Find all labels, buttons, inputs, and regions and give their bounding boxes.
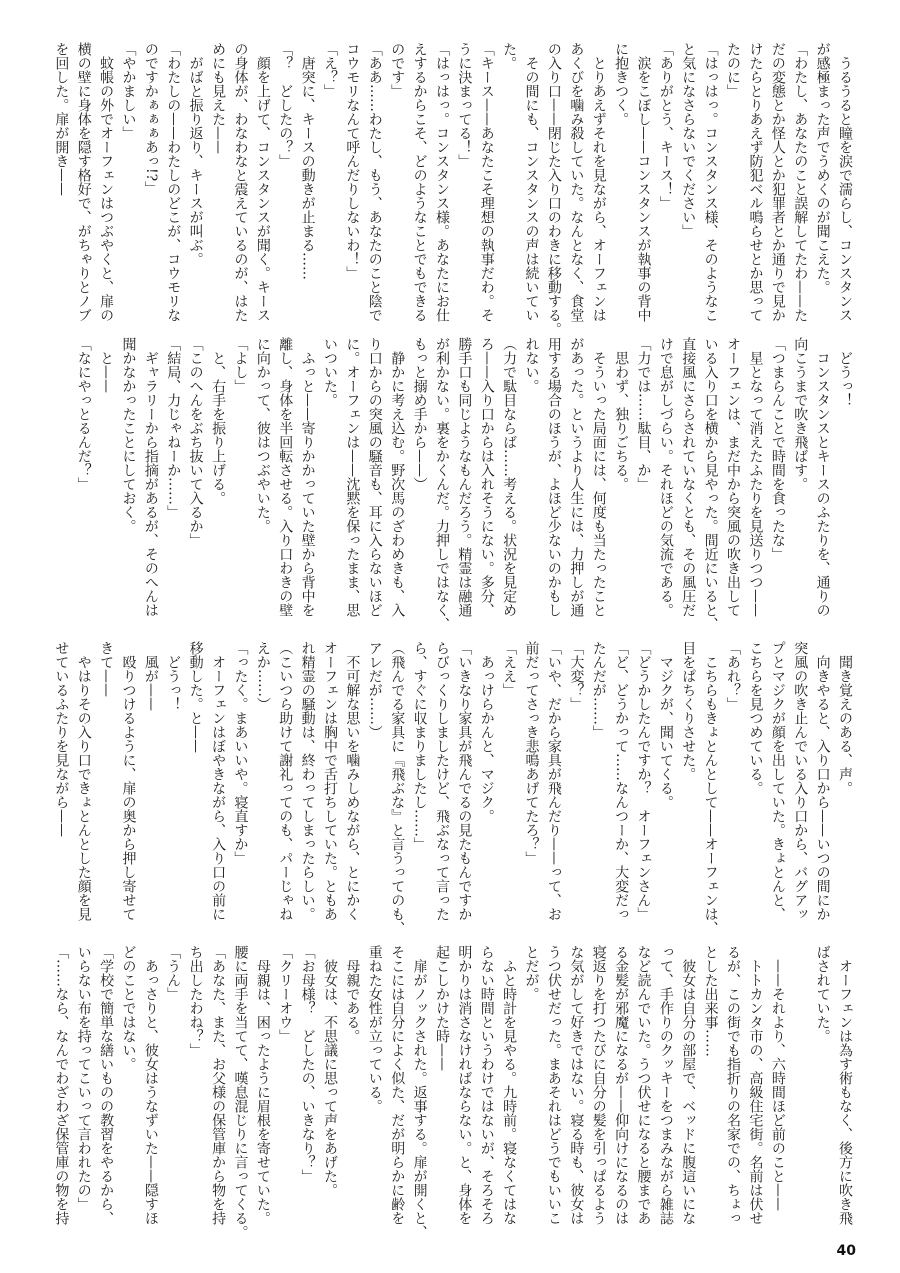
text-line: オーフェンは為す術もなく、後方に吹き飛 (837, 945, 853, 1225)
text-line: うるうると瞳を涙で濡らし、コンスタンス (837, 42, 853, 322)
text-line: らびっくりしましたけど、飛ぶなって言った (433, 641, 450, 921)
text-line: 「お母様？ どしたの、いきなり？」 (299, 945, 316, 1183)
text-line: ふと時計を見やる。九時前。寝なくてはな (501, 945, 518, 1225)
text-line: 「わたしの——わたしのどこが、コウモリな (165, 42, 182, 322)
text-line: 向こうまで吹き飛ばす。 (792, 337, 809, 491)
text-line: もっと搦め手から——） (411, 337, 428, 491)
text-line: 「このへんをぶち抜いて入るか」 (187, 337, 204, 547)
text-line: が感極まった声でうめくのが聞こえた。 (814, 42, 831, 294)
text-line: れ精霊の騒動は、終わってしまったらしい。 (299, 641, 316, 921)
text-line: 「うん」 (165, 945, 182, 1001)
text-line: 蚊帳の外でオーフェンはつぶやくと、扉の (98, 42, 115, 322)
text-line: 「学校で簡単な繕いものの教習をやるから、 (98, 945, 115, 1225)
text-line: 聞き覚えのある、声。 (837, 641, 853, 795)
text-line: オーフェンは胸中で舌打ちしていた。ともあ (322, 641, 339, 921)
text-line: 移動した。と—— (187, 641, 204, 753)
text-tier-3 (50, 641, 856, 935)
text-line: があった。というより人生には、力押しが通 (568, 337, 585, 617)
text-line: こちらもきょとんとして——オーフェンは、 (702, 641, 719, 935)
text-line: けで息がしづらい。それほどの気流である。 (657, 337, 674, 617)
text-line: に。オーフェンは——沈黙を保ったまま、思 (344, 337, 361, 617)
text-line: やはりその入り口できょとんとした顔を見 (75, 641, 92, 921)
text-line: どうっ！ (165, 641, 182, 711)
text-line: 「ったく。まあいいや。寝直すか」 (232, 641, 249, 865)
text-line: 「結局、力じゃねーか……」 (165, 337, 182, 519)
text-line: えするからこそ、どのようなことでもできる (411, 42, 428, 322)
text-line: 腰に両手を当てて、嘆息混じりに言ってくる。 (232, 945, 249, 1239)
text-line: どうっ！ (837, 337, 853, 407)
text-line: 前だってさっき悲鳴あげてたろ？」 (523, 641, 540, 865)
text-line: 殴りつけるように、扉の奥から押し寄せて (120, 641, 137, 921)
text-line: アレだが……） (366, 641, 383, 739)
text-line: たのに」 (725, 42, 742, 98)
text-line: 「いや、だから家具が飛んだり——って、お (545, 641, 562, 921)
text-line: 「？ どしたの？」 (277, 42, 294, 168)
text-line: 「よし」 (232, 337, 249, 393)
text-line: 「はっはっ。コンスタンス様、そのようなこ (702, 42, 719, 322)
text-line: と、右手を振り上げる。 (210, 337, 227, 505)
text-line: 聞かなかったことにしておく。 (120, 337, 137, 533)
text-line: 「……なら、なんでわざわざ保管庫の物を持 (53, 945, 70, 1225)
text-line: コンスタンスとキースのふたりを、通りの (814, 337, 831, 617)
text-line: の身体が、わなわなと震えているのが、はた (232, 42, 249, 322)
text-line: こちらを見つめている。 (747, 641, 764, 795)
text-line: 寝返りを打つたびに自分の髪を引っぱるよう (590, 945, 607, 1225)
text-line: を回した。扉が開き—— (53, 42, 70, 196)
text-line: 彼女は自分の部屋で、ベッドに腹這いにな (680, 945, 697, 1225)
text-line: 母親は、困ったように眉根を寄せていた。 (254, 945, 271, 1225)
text-line: 起こしかけた時—— (433, 945, 450, 1071)
text-line: 「クリーオウ」 (277, 945, 294, 1043)
text-line: とりあえずそれを見ながら、オーフェンは (590, 42, 607, 322)
text-line: めにも見えた—— (210, 42, 227, 154)
text-line: 思わず、独りごちる。 (613, 337, 630, 491)
text-line: あっけらかんと、マジク。 (478, 641, 495, 823)
text-line: の入り口——閉じた入り口のわきに移動する。 (545, 42, 562, 336)
text-line: そういった局面には、何度も当たったこと (590, 337, 607, 617)
text-line: 目をぱちくりさせた。 (680, 641, 697, 781)
text-line: うに決まってる！」 (456, 42, 473, 168)
text-line: いる入り口を横から見やった。間近にいると、 (702, 337, 719, 631)
text-line: 「つまらんことで時間を食ったな」 (769, 337, 786, 561)
text-line: な気がして好きではない。寝る時も、彼女は (568, 945, 585, 1225)
text-line: マジクが、聞いてくる。 (657, 641, 674, 809)
text-line: のです」 (389, 42, 406, 98)
text-line: （力で駄目ならば……考える。状況を見定め (501, 337, 518, 617)
text-line: 横の壁に身体を隠す格好で、がちゃりとノブ (75, 42, 92, 322)
text-line: がばと振り返り、キースが叫ぶ。 (187, 42, 204, 266)
text-line: 「いきなり家具が飛んでるの見たもんですか (456, 641, 473, 921)
text-line: どのことではない。 (120, 945, 137, 1071)
text-line: 「どうかしたんですか？ オーフェンさん」 (635, 641, 652, 921)
text-line: 「大変？」 (568, 641, 585, 711)
text-line: いついた。 (322, 337, 339, 407)
text-line: 「ど、どうかって……なんつーか、大変だっ (613, 641, 630, 921)
text-line: が利かない。裏をかくんだ。力押しではなく、 (433, 337, 450, 631)
text-line: うつ伏せだった。まあそれはどうでもいいこ (545, 945, 562, 1225)
text-line: 離し、身体を半回転させる。入り口わきの壁 (277, 337, 294, 617)
text-line: とだが。 (523, 945, 540, 1001)
text-line: ギャラリーから指摘があるが、そのへんは (142, 337, 159, 617)
text-line: いらない布を持ってこいって言われたの」 (75, 945, 92, 1211)
text-line: 涙をこぼし——コンスタンスが執事の背中 (635, 42, 652, 322)
text-line: コウモリなんて呼んだりしないわ！」 (344, 42, 361, 280)
text-line: えか……） (254, 641, 271, 711)
text-line: ら、すぐに収まりましたし……」 (411, 641, 428, 851)
text-tier-2 (72, 337, 856, 631)
text-line: 不可解な思いを噛みしめながら、とにかく (344, 641, 361, 921)
text-line: きて—— (98, 641, 115, 697)
text-line: と—— (98, 337, 115, 393)
text-line: ろ——入り口からは入れそうにない。多分、 (478, 337, 495, 617)
text-line: （こいつら助けて謝礼ってのも、パーじゃね (277, 641, 294, 921)
text-line: 突風の吹き止んでいる入り口から、バグアッ (792, 641, 809, 921)
text-line: るが、この街でも指折りの名家での、ちょっ (725, 945, 742, 1225)
text-line: 「ああ……わたし、もう、あなたのこと陰で (366, 42, 383, 322)
text-line: 重ねた女性が立っている。 (366, 945, 383, 1113)
text-line: （飛んでる家具に『飛ぶな』と言うってのも、 (389, 641, 406, 935)
text-line: 「なにやっとるんだ？」 (75, 337, 92, 491)
text-line: 静かに考え込む。野次馬のざわめきも、入 (389, 337, 406, 617)
text-line: ばされていた。 (814, 945, 831, 1043)
text-line: 直接風にさらされていなくとも、その風圧だ (680, 337, 697, 617)
text-line: 星となって消えたふたりを見送りつつ—— (747, 337, 764, 617)
text-line: その間にも、コンスタンスの声は続いてい (523, 42, 540, 322)
text-line: 母親である。 (344, 945, 361, 1043)
text-line: 風が—— (142, 641, 159, 711)
scene-break-line: ——それより、六時間ほど前のこと—— (769, 945, 786, 1211)
text-line: あっさりと、彼女はうなずいた——隠すほ (142, 945, 159, 1225)
text-line: そこには自分によく似た、だが明らかに齢を (389, 945, 406, 1225)
text-line: 「ありがとう、キース！」 (657, 42, 674, 210)
text-line: に向かって、彼はつぶやいた。 (254, 337, 271, 533)
text-line: た。 (501, 42, 518, 70)
text-line: プとマジクが顔を出していた。きょとんと、 (769, 641, 786, 921)
text-line: 「キース——あなたこそ理想の執事だわ。そ (478, 42, 495, 322)
text-line: など読んでいた。うつ伏せになると腰まであ (635, 945, 652, 1225)
blank-line (789, 945, 811, 1227)
text-line: ふっと——寄りかかっていた壁から背中を (299, 337, 316, 617)
text-line: たんだが……」 (590, 641, 607, 739)
text-line: オーフェンは、まだ中から突風の吹き出して (725, 337, 742, 617)
text-line: のですかぁぁぁあっ!?」 (142, 42, 159, 196)
text-line: けたらとりあえず防犯ベル鳴らせとか思って (747, 42, 764, 322)
text-line: れない。 (523, 337, 540, 393)
text-line: オーフェンはぼやきながら、入り口の前に (210, 641, 227, 921)
text-line: と気になさらないでください」 (680, 42, 697, 238)
text-line: 「あれ？」 (725, 641, 742, 711)
text-line: 唐突に、キースの動きが止まる…… (299, 42, 316, 280)
text-line: だの変態とか怪人とか犯罪者とか通りで見か (769, 42, 786, 322)
text-line: 勝手口も同じようなもんだろう。精霊は融通 (456, 337, 473, 617)
text-line: あくびを噛み殺していた。なんとなく、食堂 (568, 42, 585, 322)
text-line: り口からの突風の騒音も、耳に入らないほど (366, 337, 383, 617)
text-tier-4 (50, 945, 856, 1239)
text-line: に抱きつく。 (613, 42, 630, 126)
page-number: 40 (836, 1243, 856, 1259)
text-line: 「あなた、また、お父様の保管庫から物を持 (210, 945, 227, 1225)
text-line: トトカンタ市の、高級住宅街。名前は伏せ (747, 945, 764, 1225)
text-line: る金髪が邪魔になるが——仰向けになるのは (613, 945, 630, 1225)
text-line: って、手作りのクッキーをつまみながら雑誌 (657, 945, 674, 1225)
text-line: せているふたりを見ながら—— (53, 641, 70, 837)
text-line: 「ええ」 (501, 641, 518, 697)
text-tier-1 (50, 42, 856, 336)
text-line: 彼女は、不思議に思って声をあげた。 (322, 945, 339, 1197)
text-line: 「やかましい」 (120, 42, 137, 140)
text-line: 「はっはっ。コンスタンス様。あなたにお仕 (433, 42, 450, 322)
text-line: らない時間というわけではないが、そろそろ (478, 945, 495, 1225)
text-line: 明かりは消さなければならない。と、身体を (456, 945, 473, 1225)
text-line: 向きやると、入り口から——いつの間にか (814, 641, 831, 921)
text-line: 顔を上げて、コンスタンスが聞く。キース (254, 42, 271, 322)
text-line: 「力では……駄目、か」 (635, 337, 652, 491)
text-line: 「え？」 (322, 42, 339, 98)
text-line: 「わたし、あなたのこと誤解してたわ——た (792, 42, 809, 322)
text-line: 扉がノックされた。返事する。扉が開くと、 (411, 945, 428, 1239)
text-line: とした出来事…… (702, 945, 719, 1057)
text-line: 用する場合のほうが、よほど少ないのかもし (545, 337, 562, 617)
text-line: ち出したわね？」 (187, 945, 204, 1057)
